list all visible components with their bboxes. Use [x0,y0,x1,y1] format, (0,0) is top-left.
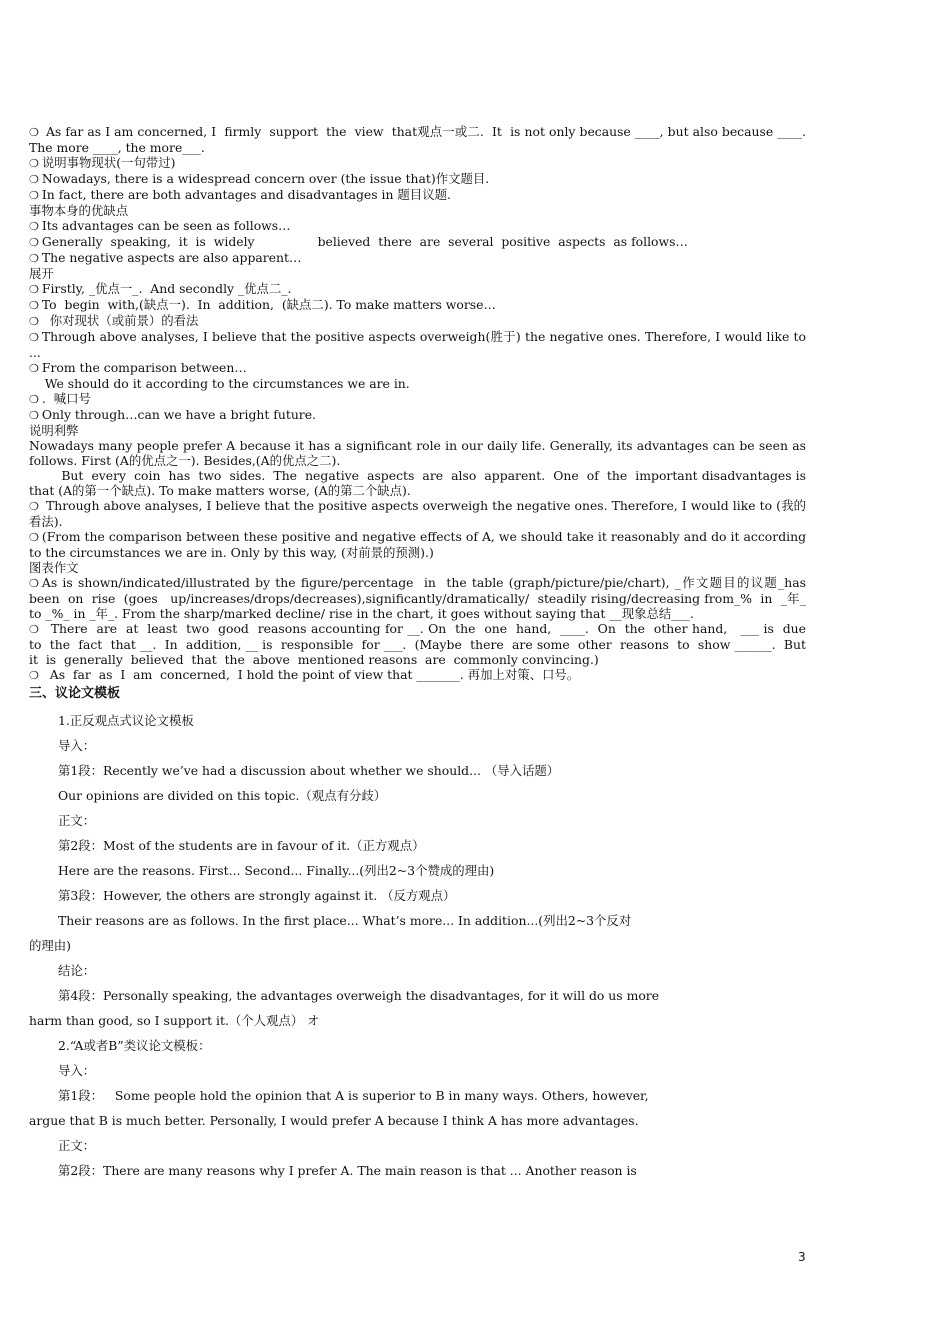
outline-line-text: From the comparison between… [41,360,247,375]
template-line: 的理由) [29,938,72,953]
bullet-icon: ❍ [29,236,39,249]
outline-line [29,468,810,498]
outline-line-text: . 喊口号 [41,391,91,406]
outline-line [29,313,806,329]
outline-line [29,329,810,360]
outline-line-text: Through above analyses, I believe that the positive aspects overweigh(胜于) the negative ones. Therefore, I would like to ... [29,329,810,360]
bullet-icon: ❍ [29,315,39,328]
bullet-icon: ❍ [29,189,39,202]
template-line: 第2段：There are many reasons why I prefer A. The main reason is that ... Another reason is [58,1163,637,1178]
outline-line [29,438,810,468]
template-line: 2.“A或者B”类议论文模板： [58,1038,211,1053]
outline-line-text: As is shown/indicated/illustrated by the figure/percentage in the table (graph/picture/pie/chart), _作文题目的议题_has been on rise (goes up/increases/drops/decreases),significantly/dramatically/ steadily rising/decreasing from_% in _年_ to _%_ in _年_. From the sharp/marked decline/ rise in the chart, it goes without saying that __现象总结___. [29,575,814,621]
outline-line-text: Firstly, _优点一_. And secondly _优点二_. [41,281,292,296]
outline-line [29,124,810,155]
outline-line [29,498,806,529]
outline-line-text: As far as I am concerned, I hold the point of view that _______. 再加上对策、口号。 [41,667,580,682]
outline-line [29,560,806,575]
template-line: 结论： [58,963,96,978]
bullet-icon: ❍ [29,220,39,233]
bullet-icon: ❍ [29,283,39,296]
outline-line-text: But every coin has two sides. The negative aspects are also apparent. One of the important disadvantages is that (A的第一个缺点). To make matters worse, (A的第二个缺点). [29,468,810,498]
section-title: 三、议论文模板 [29,686,121,701]
template-line: 导入： [58,1063,96,1078]
template-line: 第3段：However, the others are strongly against it. （反方观点） [58,888,456,903]
template-line: 1.正反观点式议论文模板 [58,713,194,728]
bullet-icon: ❍ [29,299,39,312]
outline-line-text: 图表作文 [29,560,79,575]
bullet-icon: ❍ [29,669,39,682]
outline-line-text: In fact, there are both advantages and disadvantages in 题目议题. [41,187,451,202]
outline-line-text: 你对现状（或前景）的看法 [41,313,199,328]
outline-line-text: Through above analyses, I believe that the positive aspects overweigh the negative ones. Therefore, I would like to (我的看法). [29,498,806,529]
template-line: Their reasons are as follows. In the first place... What’s more... In addition...(列出2~3个反对 [58,913,632,928]
outline-line [29,171,806,187]
outline-line [29,218,806,234]
outline-line [29,667,806,683]
outline-line-text: Generally speaking, it is widely believed there are several positive aspects as follows… [41,234,688,249]
outline-line [29,423,806,438]
bullet-icon: ❍ [29,173,39,186]
outline-line [29,407,806,423]
document-body [29,124,814,1183]
bullet-icon: ❍ [29,393,39,406]
outline-line [29,529,810,560]
template-line: 正文： [58,1138,96,1153]
template-line: 第1段：Recently we’ve had a discussion about whether we should... （导入话题） [58,763,560,778]
outline-line [29,297,806,313]
outline-line-text: (From the comparison between these positive and negative effects of A, we should take it reasonably and do it according to the circumstances we are in. Only by this way, (对前景的预测).) [29,529,810,560]
template-line: 导入： [58,738,96,753]
outline-line-text: 说明事物现状(一句带过) [41,155,176,170]
template-line: Here are the reasons. First... Second... Finally...(列出2~3个赞成的理由) [58,863,495,878]
bullet-icon: ❍ [29,331,39,344]
page-number: 3 [798,1250,806,1264]
template-line: 第2段：Most of the students are in favour of it.（正方观点） [58,838,425,853]
bullet-icon: ❍ [29,409,39,422]
outline-line [29,391,806,407]
outline-line-text: To begin with,(缺点一). In addition, (缺点二). To make matters worse… [41,297,496,312]
outline-line [29,376,806,391]
template-line: 第1段： Some people hold the opinion that A is superior to B in many ways. Others, however, [58,1088,649,1103]
template-line: argue that B is much better. Personally, I would prefer A because I think A has more advantages. [29,1113,639,1128]
bullet-icon: ❍ [29,126,39,139]
outline-line [29,187,806,203]
outline-line [29,360,806,376]
outline-line [29,155,806,171]
outline-line [29,234,806,250]
template-line: harm than good, so I support it.（个人观点） オ [29,1013,320,1028]
bullet-icon: ❍ [29,623,39,636]
bullet-icon: ❍ [29,500,39,513]
bullet-icon: ❍ [29,157,39,170]
outline-line-text: As far as I am concerned, I firmly support the view that观点一或二. It is not only because ____, but also because ____. The more ____, the more___. [29,124,810,155]
outline-section [29,124,814,683]
template-section [29,708,806,1183]
outline-line-text: We should do it according to the circumstances we are in. [29,376,410,391]
outline-line-text: There are at least two good reasons accounting for __. On the one hand, ____. On the other hand, ___ is due to the fact that __. In addition, __ is responsible for ___. (Maybe there are some other reasons to show ______. But it is generally believed that the above mentioned reasons are commonly convincing.) [29,621,814,667]
outline-line-text: 说明利弊 [29,423,79,438]
outline-line-text: Nowadays, there is a widespread concern over (the issue that)作文题目. [41,171,490,186]
outline-line [29,621,814,667]
outline-line [29,281,806,297]
template-line: 第4段：Personally speaking, the advantages overweigh the disadvantages, for it will do us more [58,988,660,1003]
outline-line [29,250,806,266]
bullet-icon: ❍ [29,577,39,590]
outline-line-text: The negative aspects are also apparent… [41,250,302,265]
outline-line-text: 事物本身的优缺点 [29,203,129,218]
outline-line-text: 展开 [29,266,54,281]
template-line: 正文： [58,813,96,828]
outline-line [29,203,806,218]
outline-line [29,575,814,621]
template-line: Our opinions are divided on this topic.（观点有分歧） [58,788,387,803]
bullet-icon: ❍ [29,252,39,265]
outline-line [29,266,806,281]
bullet-icon: ❍ [29,531,39,544]
outline-line-text: Only through…can we have a bright future. [41,407,316,422]
bullet-icon: ❍ [29,362,39,375]
outline-line-text: Nowadays many people prefer A because it has a significant role in our daily life. Generally, its advantages can be seen as follows. First (A的优点之一). Besides,(A的优点之二). [29,438,810,468]
outline-line-text: Its advantages can be seen as follows… [41,218,291,233]
